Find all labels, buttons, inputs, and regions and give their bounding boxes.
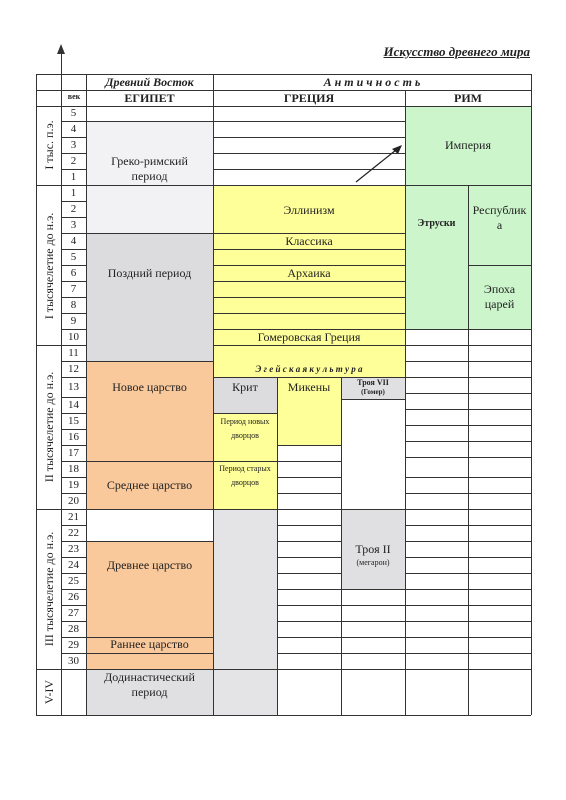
century-number: 8	[70, 299, 77, 311]
greece-aegean-label: Э г е й с к а я к у л ь т у р а	[255, 364, 363, 374]
century-number: 19	[68, 479, 79, 491]
axis-arrow-icon	[57, 44, 65, 54]
header-greece: ГРЕЦИЯ	[283, 91, 335, 105]
century-number: 25	[68, 575, 79, 587]
egypt-new-label: Новое царство	[112, 380, 187, 394]
century-number: 9	[70, 315, 77, 327]
egypt-greco-roman-label: Греко-римский период	[111, 154, 188, 183]
greece-mycenae-label: Микены	[287, 380, 331, 394]
century-number: 1	[70, 187, 77, 199]
header-ancient-east: Древний Восток	[105, 75, 194, 89]
greece-troy2-note: (мегарон)	[356, 558, 390, 567]
greece-classic-label: Классика	[285, 234, 333, 248]
century-number: 5	[70, 107, 77, 119]
greece-troy7-note: (Гомер)	[361, 388, 385, 396]
century-number: 7	[70, 283, 77, 295]
century-number: 20	[68, 495, 79, 507]
greece-crete-label: Крит	[232, 380, 258, 394]
egypt-late-label: Поздний период	[107, 266, 192, 280]
rome-etruscans-label: Этруски	[417, 218, 456, 229]
century-number: 18	[68, 463, 79, 475]
greece-archaic-label: Архаика	[287, 266, 331, 280]
header-egypt: ЕГИПЕТ	[124, 91, 175, 105]
rome-etruscans-region	[405, 185, 468, 329]
greece-troy7-label: Троя VII	[357, 378, 389, 387]
egypt-new-region	[86, 361, 213, 461]
century-number: 13	[68, 381, 79, 393]
century-number: 22	[68, 527, 79, 539]
greece-homeric-label: Гомеровская Греция	[257, 330, 361, 344]
century-number: 1	[70, 171, 77, 183]
century-number: 4	[70, 123, 77, 135]
rome-republic-label: Республика	[472, 203, 527, 232]
rome-empire-label: Империя	[445, 138, 491, 152]
century-number: 28	[68, 623, 79, 635]
greece-gray-lower	[213, 509, 277, 715]
header-antiquity: А н т и ч н о с т ь	[323, 75, 421, 89]
greece-new-palaces-label: Период новых дворцов	[220, 417, 270, 440]
century-number: 21	[68, 511, 79, 523]
century-number: 24	[68, 559, 79, 571]
century-number: 4	[70, 235, 77, 247]
millennium-1-bc-label: I тысячелетие до н.э.	[42, 212, 56, 320]
header-rome: РИМ	[454, 91, 482, 105]
millennium-2-bc-label: II тысячелетие до н.э.	[42, 371, 56, 483]
century-number: 30	[68, 655, 79, 667]
century-number: 12	[68, 363, 79, 375]
greece-old-palaces-label: Период старых дворцов	[219, 464, 271, 487]
century-number: 3	[70, 139, 77, 151]
century-number: 29	[68, 639, 79, 651]
greece-hellenism-label: Эллинизм	[283, 203, 335, 217]
century-number: 14	[68, 399, 79, 411]
influence-arrow-icon	[350, 140, 410, 190]
century-number: 15	[68, 415, 79, 427]
millennium-3-bc-label: III тысячелетие до н.э.	[42, 531, 56, 647]
rome-kings-label: Эпоха царей	[483, 282, 516, 311]
century-number: 23	[68, 543, 79, 555]
header-century: век	[67, 92, 81, 101]
egypt-old-label: Древнее царство	[106, 558, 193, 572]
egypt-predynastic-label: Додинастический период	[104, 670, 195, 699]
century-number: 27	[68, 607, 79, 619]
page-title: Искусство древнего мира	[383, 44, 530, 59]
century-number: 3	[70, 219, 77, 231]
century-number: 5	[70, 251, 77, 263]
century-number: 26	[68, 591, 79, 603]
century-number: 6	[70, 267, 77, 279]
millennium-1-bc-short-label: I тыс. п.э.	[42, 120, 56, 170]
egypt-early-label: Раннее царство	[110, 637, 189, 651]
century-number: 16	[68, 431, 79, 443]
egypt-late-region	[86, 233, 213, 361]
century-number: 11	[68, 347, 79, 359]
millennium-v-iv-label: V-IV	[42, 679, 56, 705]
century-number: 2	[70, 203, 77, 215]
egypt-middle-label: Среднее царство	[106, 478, 193, 492]
greece-troy2-label: Троя II	[355, 542, 391, 556]
century-number: 10	[68, 331, 79, 343]
century-number: 17	[68, 447, 79, 459]
century-number: 2	[70, 155, 77, 167]
